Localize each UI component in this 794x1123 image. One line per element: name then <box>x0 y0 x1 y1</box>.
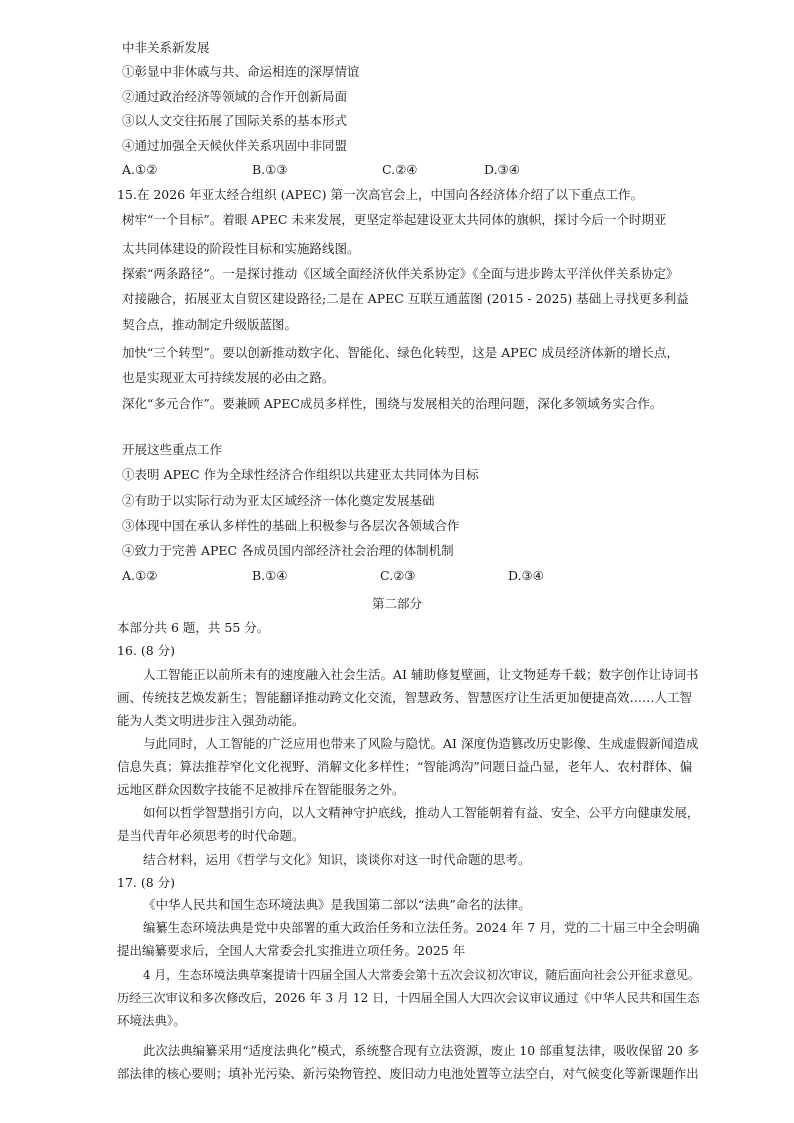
q14-item-3: ③以人文交往拓展了国际关系的基本形式 <box>122 113 348 128</box>
q14-option-b: B.①③ <box>252 162 288 177</box>
q17-header: 17. (8 分) <box>117 875 176 890</box>
q17-material-line: 此次法典编纂采用“适度法典化”模式，系统整合现有立法资源，废止 10 部重复法律，吸收保留 20 多 <box>143 1043 700 1058</box>
q15-item-1: ①表明 APEC 作为全球性经济合作组织以共建亚太共同体为目标 <box>122 467 479 482</box>
q16-material-line: 远地区群众因数字技能不足被排斥在智能服务之外。 <box>117 782 405 797</box>
q15-material-line: 对接融合，拓展亚太自贸区建设路径;二是在 APEC 互联互通蓝图 (2015 - 2025) 基础上寻找更多利益 <box>122 291 689 306</box>
q14-option-a: A.①② <box>122 162 158 177</box>
q15-material-line: 探索“两条路径”。一是探讨推动《区域全面经济伙伴关系协定》《全面与进步跨太平洋伙伴关系协定》 <box>122 266 679 281</box>
q17-material-line: 编纂生态环境法典是党中央部署的重大政治任务和立法任务。2024 年 7 月，党的二十届三中全会明确 <box>143 921 700 935</box>
q16-question: 结合材料，运用《哲学与文化》知识，谈谈你对这一时代命题的思考。 <box>143 852 531 867</box>
q15-item-2: ②有助于以实际行动为亚太区域经济一体化奠定发展基础 <box>122 493 435 508</box>
q16-material-line: 与此同时，人工智能的广泛应用也带来了风险与隐忧。AI 深度伪造篡改历史影像、生成虚假新闻造成 <box>143 736 699 751</box>
q14-item-4: ④通过加强全天候伙伴关系巩固中非同盟 <box>122 138 348 153</box>
q17-material-line: 历经三次审议和多次修改后，2026 年 3 月 12 日，十四届全国人大四次会议审议通过《中华人民共和国生态 <box>117 991 700 1005</box>
q16-material-line: 人工智能正以前所未有的速度融入社会生活。AI 辅助修复壁画，让文物延寿千载；数字创作让诗词书 <box>143 667 699 682</box>
q14-stem-tail: 中非关系新发展 <box>122 40 210 55</box>
q14-item-2: ②通过政治经济等领域的合作开创新局面 <box>122 89 348 104</box>
q15-option-b: B.①④ <box>252 568 288 583</box>
q15-option-d: D.③④ <box>508 568 544 583</box>
q17-material-line: 《中华人民共和国生态环境法典》是我国第二部以“法典”命名的法律。 <box>143 897 531 912</box>
q15-option-c: C.②③ <box>380 568 416 583</box>
q14-item-1: ①彰显中非休戚与共、命运相连的深厚情谊 <box>122 64 360 79</box>
q14-option-c: C.②④ <box>382 162 418 177</box>
q16-material-line: 画、传统技艺焕发新生；智能翻译推动跨文化交流，智慧政务、智慧医疗让生活更加便捷高效……人工智 <box>117 690 693 705</box>
part-title: 第二部分 <box>372 596 423 611</box>
q15-item-4: ④致力于完善 APEC 各成员国内部经济社会治理的体制机制 <box>122 543 454 558</box>
q14-option-d: D.③④ <box>484 162 520 177</box>
q17-material-line: 4 月，生态环境法典草案提请十四届全国人大常委会第十五次会议初次审议，随后面向社会公开征求意见。 <box>143 968 700 982</box>
q15-option-a: A.①② <box>122 568 158 583</box>
q16-material-line: 能为人类文明进步注入强劲动能。 <box>117 713 305 728</box>
q15-material-line: 加快“三个转型”。要以创新推动数字化、智能化、绿色化转型，这是 APEC 成员经济体新的增长点， <box>122 345 679 360</box>
q16-material-line: 是当代青年必须思考的时代命题。 <box>117 828 305 843</box>
q15-material-line: 太共同体建设的阶段性目标和实施路线图。 <box>122 241 360 256</box>
part-intro: 本部分共 6 题，共 55 分。 <box>117 620 270 635</box>
q17-material-line: 部法律的核心要则；填补光污染、新污染物管控、废旧动力电池处置等立法空白，对气候变化等新课题作出 <box>117 1066 699 1081</box>
q15-item-3: ③体现中国在承认多样性的基础上积极参与各层次各领域合作 <box>122 518 460 533</box>
q15-material-line: 契合点，推动制定升级版蓝图。 <box>122 317 298 332</box>
q15-material-line: 树牢“一个目标”。着眼 APEC 未来发展，更坚定举起建设亚太共同体的旗帜，探讨今后一个时期亚 <box>122 212 667 227</box>
q15-stem-line: 15.在 2026 年亚太经合组织 (APEC) 第一次高官会上，中国向各经济体介绍了以下重点工作。 <box>117 187 643 202</box>
q17-material-line: 环境法典》。 <box>117 1013 186 1028</box>
q16-header: 16. (8 分) <box>117 643 176 658</box>
q15-question: 开展这些重点工作 <box>122 442 223 457</box>
q16-material-line: 如何以哲学智慧指引方向，以人文精神守护底线，推动人工智能朝着有益、安全、公平方向健康发展， <box>143 806 700 820</box>
q16-material-line: 信息失真；算法推荐窄化文化视野、消解文化多样性；“智能鸿沟”问题日益凸显，老年人、农村群体、偏 <box>117 759 693 774</box>
q15-material-line: 深化“多元合作”。要兼顾 APEC成员多样性，围绕与发展相关的治理问题，深化多领域务实合作。 <box>122 396 663 411</box>
q15-material-line: 也是实现亚太可持续发展的必由之路。 <box>122 370 335 385</box>
q17-material-line: 提出编纂要求后，全国人大常委会扎实推进立项任务。2025 年 <box>117 943 466 958</box>
